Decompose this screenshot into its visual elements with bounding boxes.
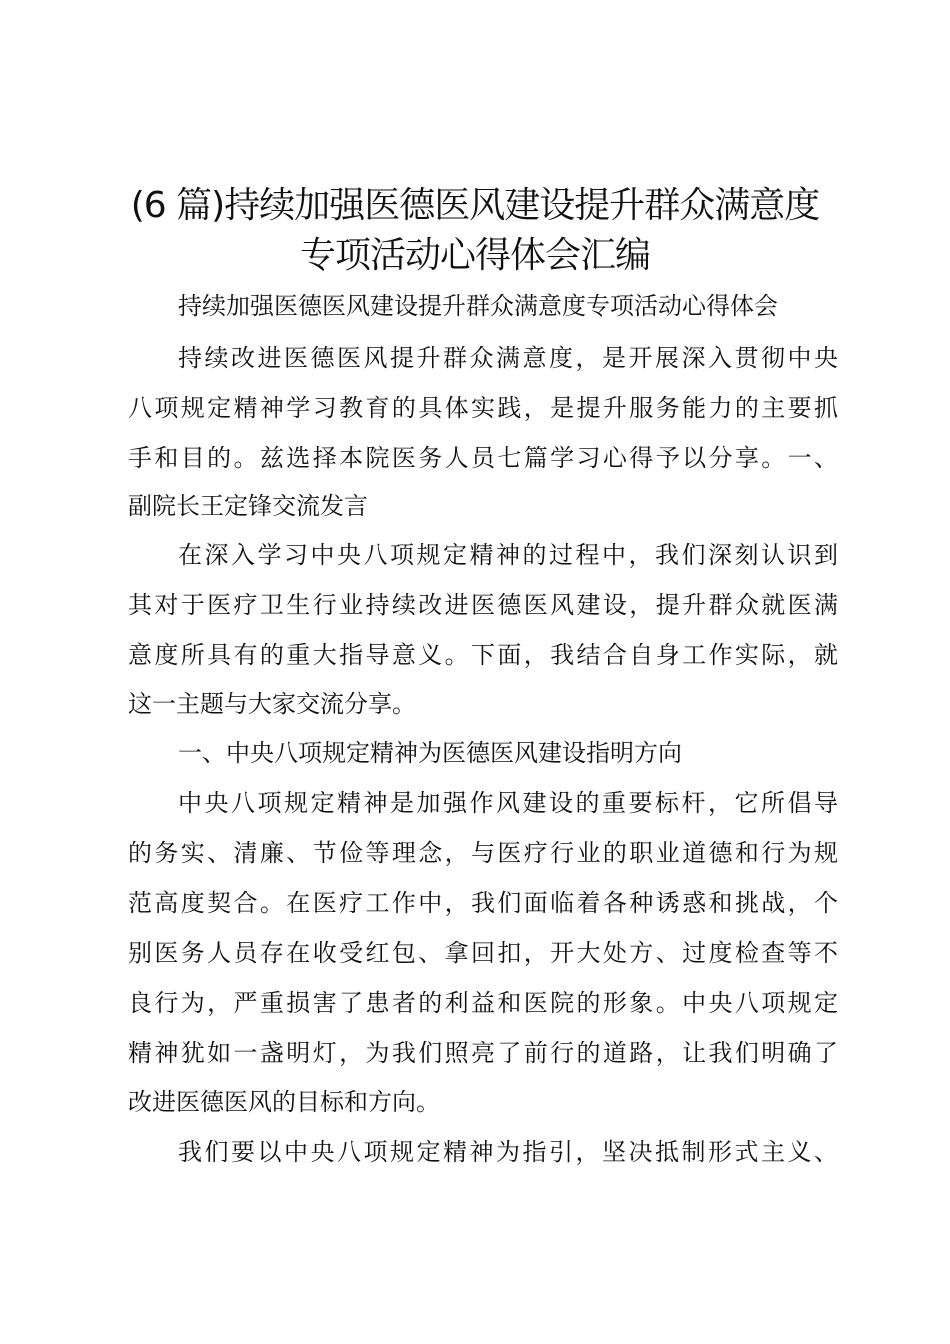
paragraph-line: 良行为，严重损害了患者的利益和医院的形象。中央八项规定 xyxy=(128,989,838,1017)
document-subtitle: 持续加强医德医风建设提升群众满意度专项活动心得体会 xyxy=(178,292,778,320)
paragraph-line: 精神犹如一盏明灯，为我们照亮了前行的道路，让我们明确了 xyxy=(128,1039,838,1067)
paragraph-line: 其对于医疗卫生行业持续改进医德医风建设，提升群众就医满 xyxy=(128,591,838,619)
paragraph-line: 副院长王定锋交流发言 xyxy=(128,492,368,520)
paragraph-line: 中央八项规定精神是加强作风建设的重要标杆，它所倡导 xyxy=(178,789,838,817)
paragraph-line: 改进医德医风的目标和方向。 xyxy=(128,1088,440,1116)
paragraph-line: 我们要以中央八项规定精神为指引，坚决抵制形式主义、 xyxy=(178,1138,838,1166)
paragraph-line: 范高度契合。在医疗工作中，我们面临着各种诱惑和挑战，个 xyxy=(128,889,838,917)
paragraph-line: 的务实、清廉、节俭等理念，与医疗行业的职业道德和行为规 xyxy=(128,839,838,867)
paragraph-line: 持续改进医德医风提升群众满意度，是开展深入贯彻中央 xyxy=(178,344,838,372)
document-title-line-1: (6 篇)持续加强医德医风建设提升群众满意度 xyxy=(130,185,820,226)
section-heading: 一、中央八项规定精神为医德医风建设指明方向 xyxy=(178,739,682,767)
paragraph-line: 这一主题与大家交流分享。 xyxy=(128,690,416,718)
document-title-line-2: 专项活动心得体会汇编 xyxy=(299,235,650,276)
paragraph-line: 手和目的。兹选择本院医务人员七篇学习心得予以分享。一、 xyxy=(128,444,838,472)
paragraph-line: 在深入学习中央八项规定精神的过程中，我们深刻认识到 xyxy=(178,541,838,569)
paragraph-line: 别医务人员存在收受红包、拿回扣，开大处方、过度检查等不 xyxy=(128,939,838,967)
paragraph-line: 意度所具有的重大指导意义。下面，我结合自身工作实际，就 xyxy=(128,641,838,669)
paragraph-line: 八项规定精神学习教育的具体实践，是提升服务能力的主要抓 xyxy=(128,394,838,422)
